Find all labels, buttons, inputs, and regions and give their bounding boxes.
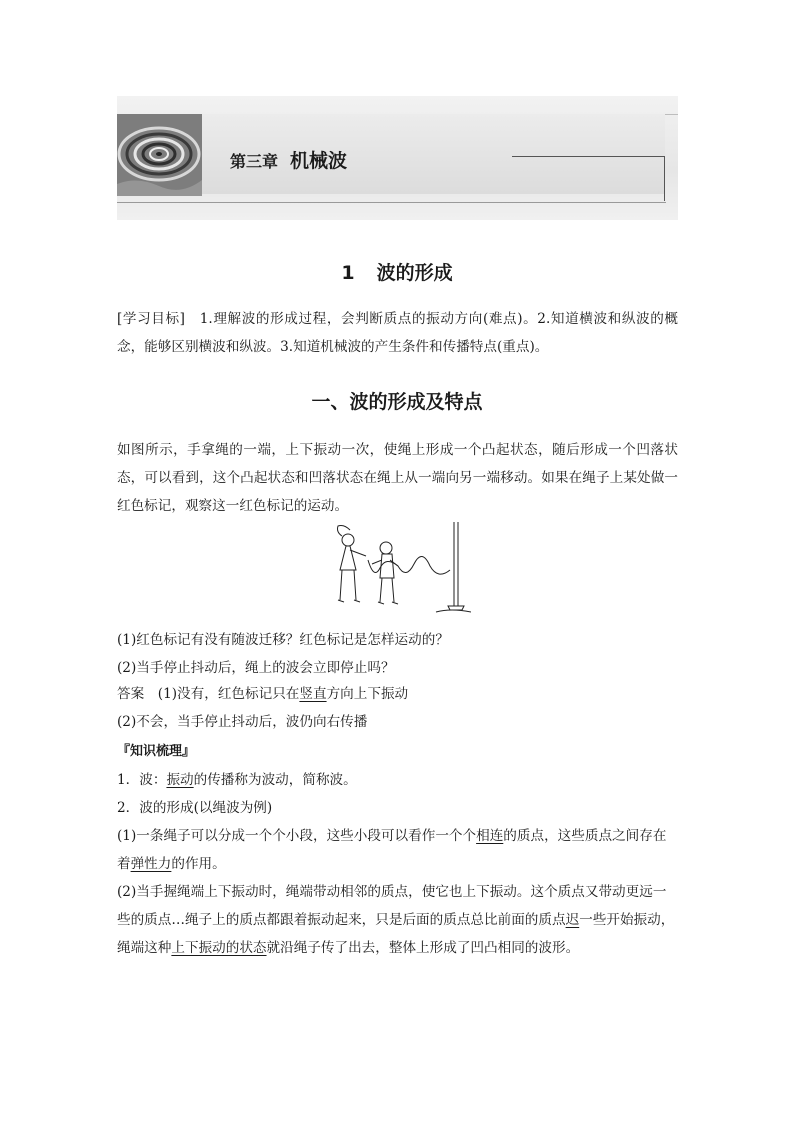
- k2-1-line-1: [117, 822, 678, 850]
- knowledge-point-1: [117, 766, 678, 794]
- section-title: 一、波的形成及特点: [311, 391, 483, 413]
- k1-underlined: 振动: [166, 772, 194, 788]
- banner-frame-line: [512, 156, 665, 201]
- lesson-title: [0, 258, 794, 285]
- rope-wave-illustration: [326, 520, 471, 614]
- k2-2-underlined-1: 迟: [565, 912, 580, 928]
- answer-1-post: 方向上下振动: [326, 686, 409, 702]
- k1-pre: 1．波：: [117, 772, 167, 788]
- k2-2-line-3: [117, 934, 678, 962]
- k2-2-line-2: [117, 906, 678, 934]
- knowledge-label: 『知识梳理』: [117, 744, 196, 759]
- k2-2-line-1: (2)当手握绳端上下振动时，绳端带动相邻的质点，使它也上下振动。这个质点又带动更远一: [117, 884, 667, 900]
- knowledge-point-2: 2．波的形成(以绳波为例): [117, 800, 273, 816]
- answer-1-underlined: 竖直: [299, 686, 327, 702]
- lesson-title-text: 波的形成: [376, 262, 453, 284]
- intro-paragraph: 如图所示，手拿绳的一端，上下振动一次，使绳上形成一个凸起状态，随后形成一个凹落状态，可以看到，这个凸起状态和凹落状态在绳上从一端向另一端移动。如果在绳子上某处做一红色标记，观察这一红色标记的运动。: [117, 442, 678, 514]
- k2-2-text-d: 就沿绳子传了出去，整体上形成了凹凸相同的波形。: [266, 940, 580, 956]
- k2-2-text-b: 一些开始振动，: [579, 912, 675, 928]
- k2-1-text-b: 的质点，这些质点之间存在: [503, 828, 667, 844]
- chapter-number: 第三章: [230, 152, 279, 171]
- k2-1-text-a: (1)一条绳子可以分成一个个小段，这些小段可以看作一个个: [117, 828, 477, 844]
- k2-1-line-2: [117, 850, 678, 878]
- question-2: (2)当手停止抖动后，绳上的波会立即停止吗？: [117, 660, 395, 676]
- lesson-number: 1: [341, 262, 355, 284]
- chapter-banner: [117, 96, 678, 220]
- chapter-title: 机械波: [290, 150, 348, 172]
- learning-objectives: [学习目标] 1.理解波的形成过程，会判断质点的振动方向(难点)。2.知道横波和纵波的概念，能够区别横波和纵波。3.知道机械波的产生条件和传播特点(重点)。: [117, 311, 678, 355]
- k1-post: 的传播称为波动，简称波。: [193, 772, 357, 788]
- chapter-heading: [230, 146, 347, 173]
- k2-1-text-d: 的作用。: [171, 856, 226, 872]
- question-1: (1)红色标记有没有随波迁移？红色标记是怎样运动的？: [117, 632, 449, 648]
- k2-2-text-a: 些的质点…绳子上的质点都跟着振动起来，只是后面的质点总比前面的质点: [117, 912, 566, 928]
- k2-1-underlined-2: 弹性力: [130, 856, 172, 872]
- answer-1-pre: 答案 (1)没有，红色标记只在: [117, 686, 300, 702]
- k2-2-underlined-2: 上下振动的状态: [171, 940, 267, 956]
- answer-2: (2)不会，当手停止抖动后，波仍向右传播: [117, 714, 368, 730]
- k2-1-underlined-1: 相连: [476, 828, 504, 844]
- banner-bottom-line: [117, 202, 666, 203]
- water-ripple-image: [117, 114, 202, 196]
- k2-1-text-c: 着: [117, 856, 131, 872]
- answer-1: [117, 680, 678, 708]
- k2-2-text-c: 绳端这种: [117, 940, 172, 956]
